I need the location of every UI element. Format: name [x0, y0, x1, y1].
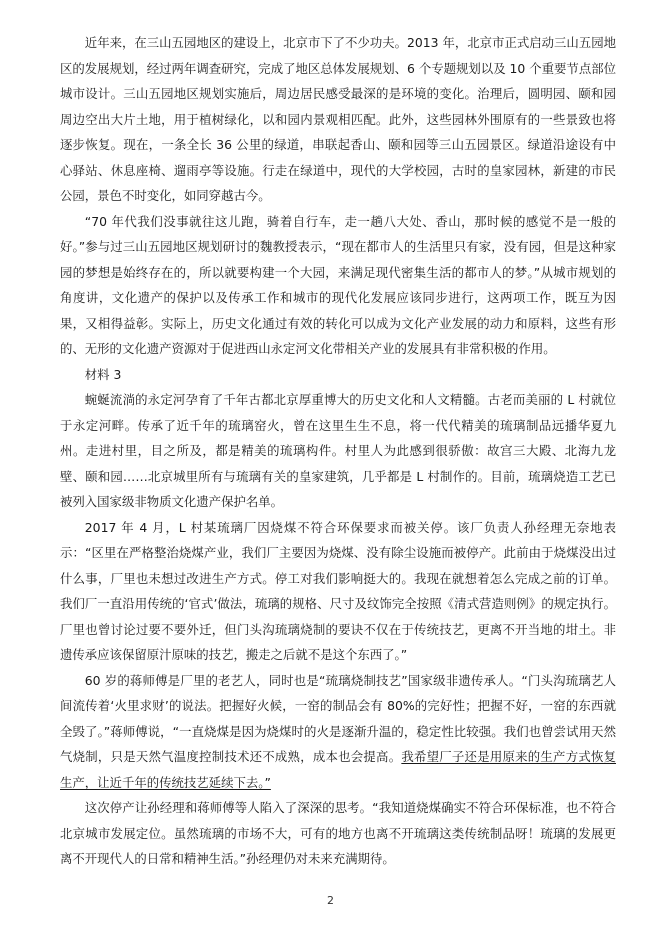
- paragraph-l-village-glazed-tile: 蜿蜒流淌的永定河孕育了千年古都北京厚重博大的历史文化和人文精髓。古老而美丽的 L 村就位于永定河畔。传承了近千年的琉璃窑火，曾在这里生生不息，将一代代精美的琉璃制品远播华夏九州。走进村里，目之所及，都是精美的琉璃构件。村里人为此感到很骄傲：故宫三大殿、北海九龙壁、颐和园……北京城里所有与琉璃有关的皇家建筑，几乎都是 L 村制作的。目前，琉璃烧造工艺已被列入国家级非物质文化遗产保护名单。: [60, 392, 616, 509]
- paragraph-master-jiang: [60, 668, 616, 796]
- paragraph-factory-shutdown: 2017 年 4 月，L 村某琉璃厂因烧煤不符合环保要求而被关停。该厂负责人孙经理无奈地表示：“区里在严格整治烧煤产业，我们厂主要因为烧煤、没有除尘设施而被停产。此前由于烧煤没出过什么事，厂里也未想过改进生产方式。停工对我们影响挺大的。我现在就想着怎么完成之前的订单。我们厂一直沿用传统的‘官式’做法，琉璃的规格、尺寸及纹饰完全按照《清式营造则例》的规定执行。厂里也曾讨论过要不要外迁，但门头沟琉璃烧制的要诀不仅在于传统技艺，更离不开当地的坩土。非遗传承应该保留原汁原味的技艺，搬走之后就不是这个东西了。”: [60, 519, 616, 662]
- paragraph-reflection: 这次停产让孙经理和蒋师傅等人陷入了深深的思考。“我知道烧煤确实不符合环保标准，也不符合北京城市发展定位。虽然琉璃的市场不大，可有的地方也离不开琉璃这类传统制品呀！琉璃的发展更离不开现代人的日常和精神生活。”孙经理仍对未来充满期待。: [60, 800, 616, 866]
- paragraph-sanshan-wuyuan-planning: 近年来，在三山五园地区的建设上，北京市下了不少功夫。2013 年，北京市正式启动三山五园地区的发展规划，经过两年调查研究，完成了地区总体发展规划、6 个专题规划以及 10 个重要节点部位城市设计。三山五园地区规划实施后，周边居民感受最深的是环境的变化。治理后，圆明园、颐和园周边空出大片土地，用于植树绿化，以和园内景观相匹配。此外，这些园林外围原有的一些景致也将逐步恢复。现在，一条全长 36 公里的绿道，串联起香山、颐和园等三山五园景区。绿道沿途设有中心驿站、休息座椅、遛雨亭等设施。行走在绿道中，现代的大学校园，古时的皇家园林，新建的市民公园，景色不时变化，如同穿越古今。: [60, 35, 616, 203]
- section-heading-material-3: 材料 3: [84, 366, 122, 382]
- page-number: 2: [327, 894, 334, 907]
- master-jiang-text: 60 岁的蒋师傅是厂里的老艺人，同时也是“琉璃烧制技艺”国家级非遗传承人。“门头沟琉璃艺人间流传着‘火里求财’的说法。把握好火候，一窑的制品会有 80%的完好性；把握不好，一窑的东西就全毁了。”蒋师傅说，“一直烧煤是因为烧煤时的火是逐渐升温的，稳定性比较强。我们也曾尝试用天然气烧制，只是天然气温度控制技术还不成熟，成本也会提高。: [60, 672, 616, 764]
- underlined-quote: 我希望厂子还是用原来的生产方式恢复生产，让近千年的传统技艺延续下去。”: [60, 749, 617, 790]
- paragraph-professor-wei-quote: “70 年代我们没事就往这儿跑，骑着自行车，走一趟八大处、香山，那时候的感觉不是一般的好。”参与过三山五园地区规划研讨的魏教授表示，“现在都市人的生活里只有家，没有园，但是这种家园的梦想是始终存在的，所以就要构建一个大园，来满足现代密集生活的都市人的梦。”从城市规划的角度讲，文化遗产的保护以及传承工作和城市的现代化发展应该同步进行，这两项工作，既互为因果，又相得益彰。实际上，历史文化通过有效的转化可以成为文化产业发展的动力和原料，这些有形的、无形的文化遗产资源对于促进西山永定河文化带相关产业的发展具有非常积极的作用。: [60, 213, 616, 356]
- document-body: [60, 30, 616, 872]
